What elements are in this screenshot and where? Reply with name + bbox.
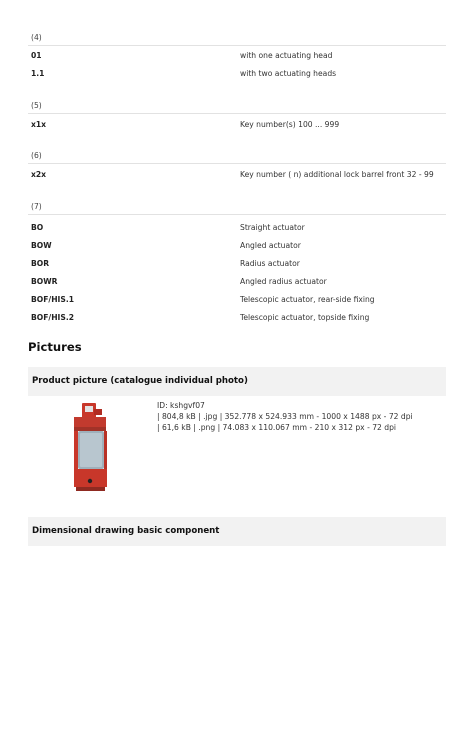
picture-id: ID: kshgvf07 (157, 401, 205, 410)
section-title-pictures: Pictures (28, 340, 82, 354)
file-info-jpg[interactable]: | 804,8 kB | .jpg | 352.778 x 524.933 mm - 1000 x 1488 px - 72 dpi (157, 412, 413, 421)
table-row (28, 309, 446, 327)
group-number: (7) (28, 200, 446, 215)
file-info-png[interactable]: | 61,6 kB | .png | 74.083 x 110.067 mm - 210 x 312 px - 72 dpi (157, 423, 397, 432)
option-code: 01 (31, 51, 42, 60)
option-description: Telescopic actuator, topside fixing (240, 313, 370, 322)
table-row (28, 237, 446, 255)
table-row (28, 291, 446, 309)
product-photo (68, 401, 114, 493)
option-description: with two actuating heads (240, 69, 337, 78)
product-picture-heading: Product picture (catalogue individual photo) (28, 367, 446, 396)
option-description: Straight actuator (240, 223, 305, 232)
option-group (28, 31, 446, 83)
option-code: BOF/HIS.2 (31, 313, 75, 322)
option-code: x2x (31, 170, 47, 179)
option-description: Angled radius actuator (240, 277, 327, 286)
group-number: (6) (28, 149, 446, 164)
option-code: BOF/HIS.1 (31, 295, 75, 304)
option-description: Radius actuator (240, 259, 300, 268)
option-description: Angled actuator (240, 241, 301, 250)
option-description: Telescopic actuator, rear-side fixing (240, 295, 375, 304)
option-group (28, 99, 446, 134)
group-number: (5) (28, 99, 446, 114)
table-row (28, 116, 446, 134)
option-code: BOWR (31, 277, 58, 286)
option-description: Key number ( n) additional lock barrel front 32 - 99 (240, 170, 434, 179)
option-group (28, 200, 446, 327)
option-code: BOR (31, 259, 50, 268)
table-row (28, 273, 446, 291)
product-picture-block (28, 396, 446, 522)
option-code: 1.1 (31, 69, 45, 78)
option-code: BO (31, 223, 44, 232)
table-row (28, 47, 446, 65)
table-row (28, 255, 446, 273)
product-picture-info (157, 400, 413, 433)
option-code: x1x (31, 120, 47, 129)
option-group (28, 149, 446, 184)
option-description: Key number(s) 100 ... 999 (240, 120, 340, 129)
table-row (28, 65, 446, 83)
dimensional-drawing-heading: Dimensional drawing basic component (28, 517, 446, 546)
table-row (28, 219, 446, 237)
table-row (28, 166, 446, 184)
option-description: with one actuating head (240, 51, 333, 60)
option-code: BOW (31, 241, 52, 250)
group-number: (4) (28, 31, 446, 46)
